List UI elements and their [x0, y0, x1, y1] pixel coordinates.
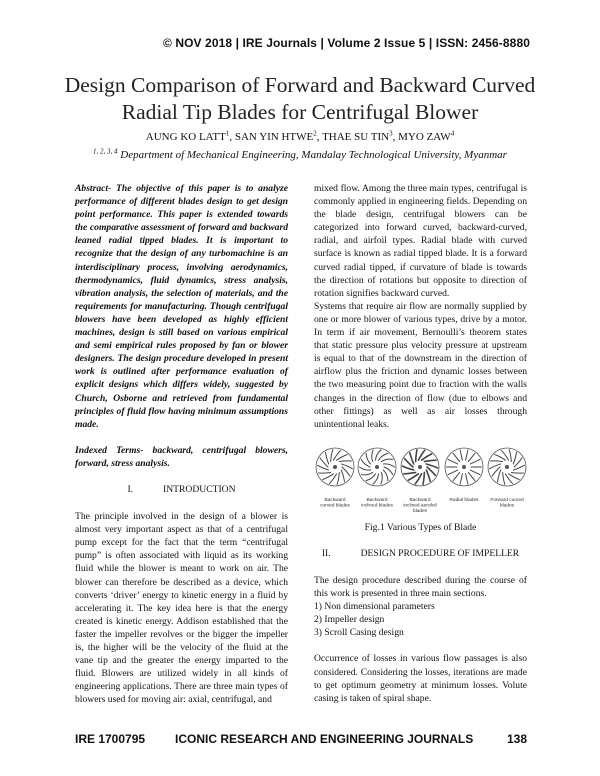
right-column [314, 182, 527, 705]
page-number: 138 [506, 732, 527, 746]
paper-title [40, 72, 560, 126]
affiliation-sup: 1, 2, 3, 4 [93, 147, 118, 156]
author-4-sup: 4 [450, 129, 455, 138]
impeller-backward-inclined [358, 448, 396, 486]
intro-paragraph: The principle involved in the design of a blower is almost very important aspect as that of a centrifugal pump except for the fact that the term “centrifugal pump” is often associated with liquid as its working fluid while the blower is meant to work on air. The blower can therefore be described as a device, which converts ‘driver’ energy to kinetic energy in a fluid by accelerating it. The key idea here is that the energy created is kinetic energy. Addison established that the faster the impeller revolves or the bigger the impeller is, the higher will be the velocity of the fluid at the vane tip and the greater the energy imparted to the fluid. Blowers are utilized widely in all kinds of engineering applications. There are three main types of blowers used for moving air: axial, centrifugal, and [75, 511, 288, 706]
author-4: , MYO ZAW [392, 131, 451, 143]
left-column [75, 182, 288, 706]
journal-header: © NOV 2018 | IRE Journals | Volume 2 Issue 5 | ISSN: 2456-8880 [162, 36, 530, 50]
section-heading-introduction [75, 483, 288, 496]
label-backward-aerofoil: Backward inclined aerofoil blades [403, 497, 437, 514]
abstract: Abstract- The objective of this paper is to analyze performance of different blades design to get design point performance. This paper is extended towards the comparative assessment of forward and backward leaned radial tipped blades. It is important to recognize that the design of any turbomachine is an interdisciplinary process, involving aerodynamics, thermodynamics, fluid dynamics, stress analysis, vibration analysis, the selection of materials, and the requirements for manufacturing. Though centrifugal blowers have been developed as highly efficient machines, design is still based on various empirical and semi empirical rules proposed by fan or blower designers. The design procedure developed in present work is outlined after performance evaluation of explicit designs which differs widely, suggested by Church, Osborne and retrieved from fundamental principles of fluid flow having minimum assumptions made. [75, 183, 288, 430]
section-number: II. [321, 547, 331, 559]
impeller-backward-aerofoil [401, 448, 439, 486]
page-footer [75, 732, 527, 748]
label-radial: Radial blades [449, 497, 479, 503]
author-1: AUNG KO LATT [145, 131, 226, 143]
footer-journal: ICONIC RESEARCH AND ENGINEERING JOURNALS [175, 732, 474, 746]
list-item: 2) Impeller design [314, 614, 385, 626]
section-number: I. [127, 483, 134, 495]
figure-caption: Fig.1 Various Types of Blade [364, 521, 477, 533]
section-title: DESIGN PROCEDURE OF IMPELLER [360, 547, 520, 559]
affiliation [40, 149, 560, 161]
title-line-1: Design Comparison of Forward and Backward Curved [64, 73, 536, 97]
author-list [40, 131, 560, 143]
impeller-radial [445, 448, 483, 486]
label-backward-inclined: Backward inclined blades [361, 497, 393, 509]
author-1-sup: 1 [225, 129, 230, 138]
footer-id: IRE 1700795 [75, 732, 146, 746]
blade-types-diagram [314, 441, 527, 515]
label-backward-curved: Backward curved blades [320, 497, 350, 509]
paragraph-losses: Occurrence of losses in various flow passages is also considered. Considering the losses, iterations are made to get optimum geometry at minimum losses. Volute casing is taken of spiral shape. [314, 653, 527, 704]
design-sections-list [314, 600, 527, 639]
list-item: 3) Scroll Casing design [314, 627, 404, 639]
author-2: , SAN YIN HTWE [229, 131, 314, 143]
impeller-forward-curved [488, 448, 526, 486]
paragraph-bernoulli: Systems that require air flow are normally supplied by one or more blower of various types, drive by a motor. In term if air movement, Bernoulli’s theorem states that static pressure plus velocity pressure at upstream is equal to that of the downstream in the direction of airflow plus the friction and dynamic losses between the two measuring point due to fraction with the walls changes in the direction of flow (due to elbows and other fittings) as well as air losses through unintentional leaks. [314, 300, 527, 430]
impeller-backward-curved [316, 448, 354, 486]
label-forward-curved: Forward curved blades [490, 497, 524, 509]
paragraph-blower-types: mixed flow. Among the three main types, centrifugal is commonly applied in engineering fields. Depending on the blade design, centrifugal blowers can be categorized into forward curved, backward-curved, radial, and airfoil types. Radial blade with curved surface is known as radial tipped blade. It is a forward curved radial tipped, if curvature of blade is towards the direction of rotations but opposite to direction of rotation signifies backward curved. [314, 183, 527, 299]
index-terms: Indexed Terms- backward, centrifugal blowers, forward, stress analysis. [75, 444, 288, 469]
section-heading-design [314, 547, 527, 560]
author-3-sup: 3 [389, 129, 393, 138]
author-2-sup: 2 [313, 129, 317, 138]
author-3: , THAE SU TIN [316, 131, 390, 143]
title-line-2: Radial Tip Blades for Centrifugal Blower [121, 100, 479, 124]
figure-blade-types [314, 441, 527, 534]
section-title: INTRODUCTION [163, 483, 236, 495]
affiliation-text: Department of Mechanical Engineering, Mandalay Technological University, Myanmar [117, 149, 507, 161]
paragraph-design-intro: The design procedure described during the course of this work is presented in three main sections. [314, 574, 527, 600]
list-item: 1) Non dimensional parameters [314, 601, 435, 613]
